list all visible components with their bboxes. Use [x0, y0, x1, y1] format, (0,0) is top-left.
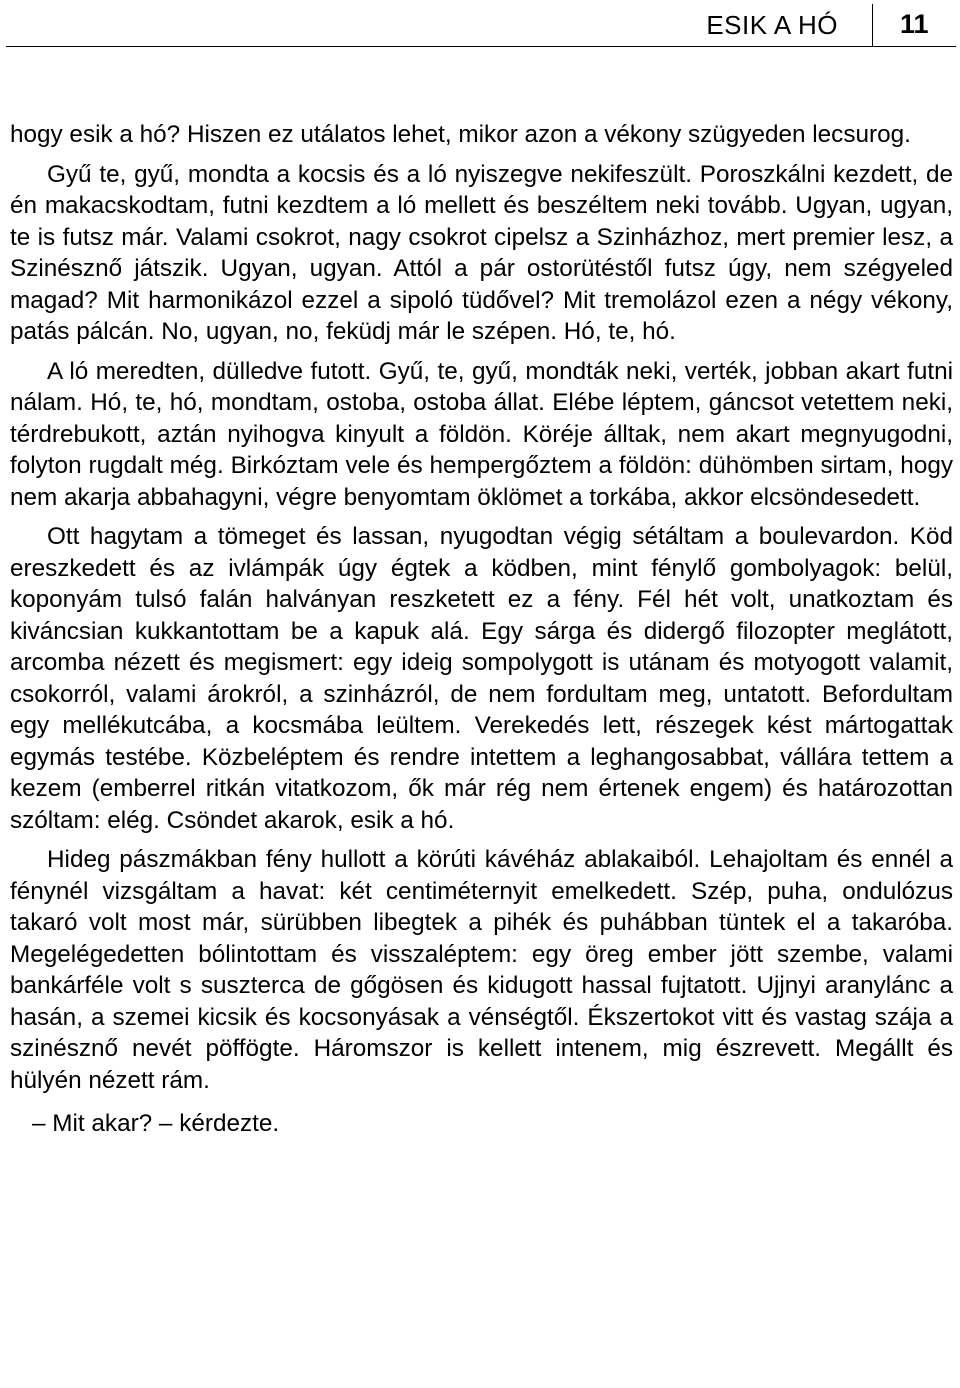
body-text — [10, 119, 953, 1148]
paragraph: Ott hagytam a tömeget és lassan, nyugodtan végig sétáltam a boulevardon. Köd ereszkedett és az ivlámpák úgy égtek a ködben, mint fénylő gombolyagok: belül, koponyám tulsó falán halványan reszketett ez a fény. Fél hét volt, unatkoztam és kiváncsian kukkantottam be a kapuk alá. Egy sárga és didergő filozopter meglátott, arcomba nézett és megismert: egy ideig sompolygott is utánam és motyogott valamit, csokorról, valami árokról, a szinházról, de nem fordultam meg, untatott. Befordultam egy mellékutcába, a kocsmába leültem. Verekedés lett, részegek kést mártogattak egymás testébe. Közbeléptem és rendre intettem a leghangosabbat, vállára tettem a kezem (emberrel ritkán vitatkozom, ők már rég nem értenek engem) és határozottan szóltam: elég. Csöndet akarok, esik a hó. — [10, 523, 953, 834]
header-rule — [6, 46, 956, 47]
page-number: 11 — [900, 9, 929, 39]
paragraph: Gyű te, gyű, mondta a kocsis és a ló nyiszegve nekifeszült. Poroszkálni kezdett, de én makacskodtam, futni kezdtem a ló mellett és beszéltem neki tovább. Ugyan, ugyan, te is futsz már. Valami csokrot, nagy csokrot cipelsz a Szinházhoz, mert premier lesz, a Szinésznő játszik. Ugyan, ugyan. Attól a pár ostorütéstől futsz úgy, nem szégyeled magad? Mit harmonikázol ezzel a sipoló tüdővel? Mit tremolázol ezen a négy vékony, patás pálcán. No, ugyan, no, feküdj már le szépen. Hó, te, hó. — [10, 160, 953, 345]
paragraph: hogy esik a hó? Hiszen ez utálatos lehet, mikor azon a vékony szügyeden lecsurog. — [10, 121, 911, 148]
running-header — [0, 0, 960, 48]
header-divider-vertical — [872, 4, 873, 46]
paragraph: A ló meredten, dülledve futott. Gyű, te, gyű, mondták neki, verték, jobban akart futni nálam. Hó, te, hó, mondtam, ostoba, ostoba állat. Elébe léptem, gáncsot vetettem neki, térdrebukott, aztán nyihogva kinyult a földön. Köréje álltak, nem akart megnyugodni, folyton rugdalt még. Birkóztam vele és hempergőztem a földön: dühömben sirtam, hogy nem akarja abbahagyni, végre benyomtam öklömet a torkába, akkor elcsöndesedett. — [10, 357, 953, 511]
chapter-title: ESIK A HÓ — [706, 10, 838, 40]
dialogue-line: – Mit akar? – kérdezte. — [32, 1110, 280, 1137]
paragraph: Hideg pászmákban fény hullott a körúti kávéház ablakaiból. Lehajoltam és ennél a fénynél vizsgáltam a havat: két centiméternyit emelkedett. Szép, puha, ondulózus takaró volt most már, sürübben libegtek a pihék és puhábban tüntek el a takaróba. Megelégedetten bólintottam és visszaléptem: egy öreg ember jött szembe, valami bankárféle volt s suszterca de gőgösen és kidugott hassal fujtatott. Ujjnyi aranylánc a hasán, a szemei kicsik és kocsonyásak a vénségtől. Ékszertokot vitt és vastag szája a szinésznő nevét pöffögte. Háromszor is kellett intenem, mig észrevett. Megállt és hülyén nézett rám. — [10, 846, 953, 1094]
